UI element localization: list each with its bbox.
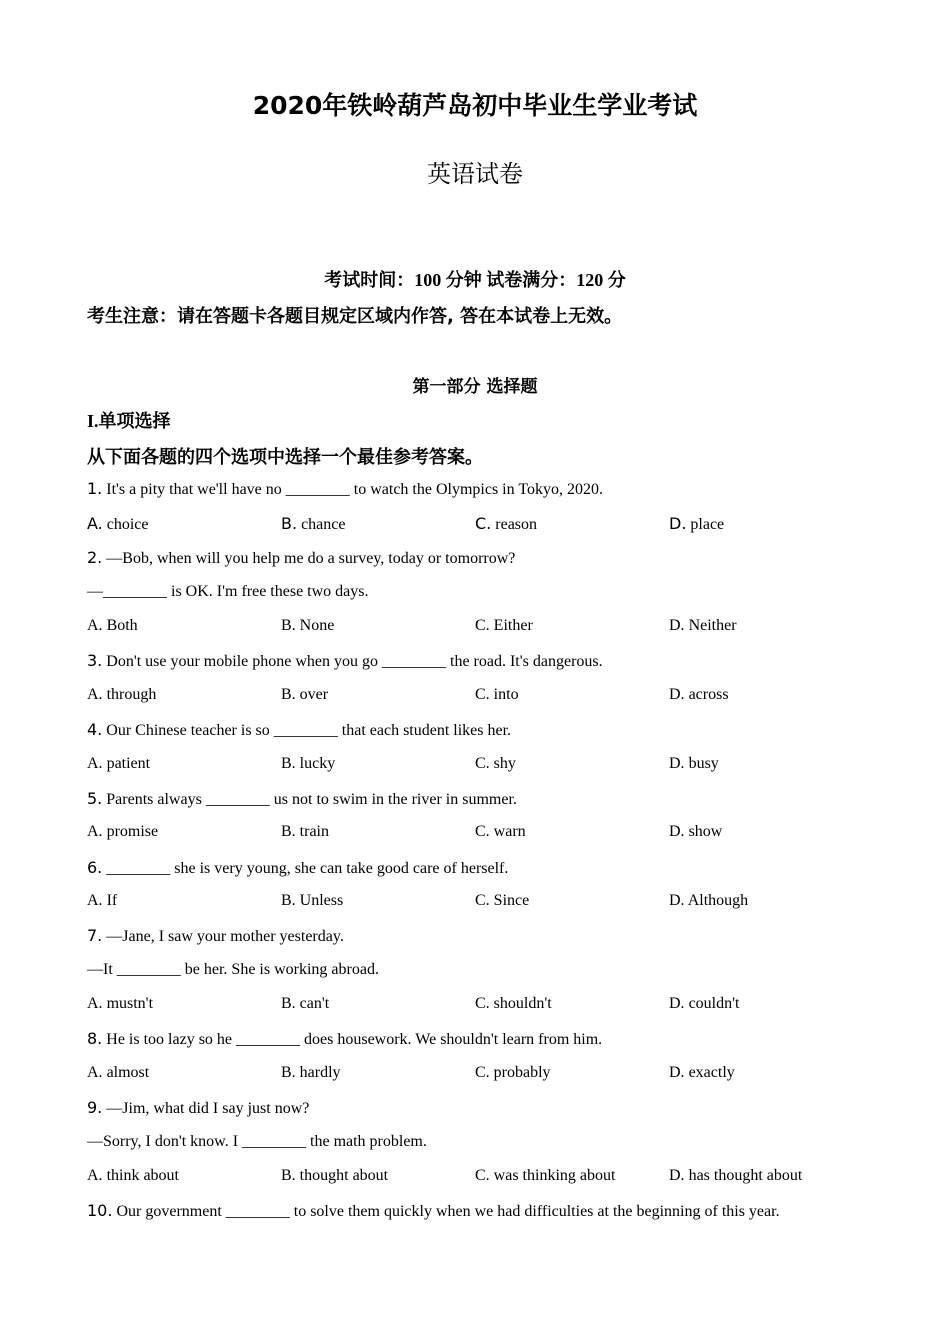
question-4-option-a[interactable]: A. patient — [87, 755, 151, 772]
question-9-stem — [87, 1098, 309, 1118]
question-7-option-c[interactable]: C. shouldn't — [475, 995, 552, 1012]
exam-info: 考试时间：100 分钟 试卷满分：120 分 — [324, 270, 626, 290]
question-1-option-b[interactable]: B. chance — [281, 514, 346, 533]
question-7-stem — [87, 926, 344, 946]
question-3-option-c[interactable]: C. into — [475, 686, 519, 703]
question-7-option-b[interactable]: B. can't — [281, 995, 330, 1012]
question-text: —Jane, I saw your mother yesterday. — [106, 928, 344, 945]
question-2-response: —________ is OK. I'm free these two days. — [87, 583, 369, 600]
question-5-option-b[interactable]: B. train — [281, 823, 329, 840]
question-number: 4. — [87, 720, 103, 739]
question-8-option-d[interactable]: D. exactly — [669, 1064, 735, 1081]
question-1-option-d[interactable]: D. place — [669, 514, 725, 533]
question-text: Our government ________ to solve them quickly when we had difficulties at the beginning of this year. — [116, 1203, 780, 1220]
question-6-option-c[interactable]: C. Since — [475, 892, 530, 909]
question-9-option-a[interactable]: A. think about — [87, 1167, 179, 1184]
question-text: ________ she is very young, she can take good care of herself. — [106, 860, 509, 877]
question-7-option-a[interactable]: A. mustn't — [87, 995, 154, 1012]
question-2-option-b[interactable]: B. None — [281, 617, 335, 634]
question-9-option-b[interactable]: B. thought about — [281, 1167, 389, 1184]
question-3-option-b[interactable]: B. over — [281, 686, 329, 703]
question-1-stem — [87, 479, 603, 499]
question-number: 9. — [87, 1098, 103, 1117]
question-6-option-a[interactable]: A. If — [87, 892, 118, 909]
question-8-option-c[interactable]: C. probably — [475, 1064, 551, 1081]
question-number: 3. — [87, 651, 103, 670]
question-text: Parents always ________ us not to swim in the river in summer. — [106, 791, 517, 808]
question-text: He is too lazy so he ________ does housework. We shouldn't learn from him. — [106, 1031, 603, 1048]
exam-notice: 考生注意：请在答题卡各题目规定区域内作答, 答在本试卷上无效。 — [87, 306, 623, 327]
question-1-option-a[interactable]: A. choice — [87, 514, 149, 533]
question-number: 7. — [87, 926, 103, 945]
question-number: 8. — [87, 1029, 103, 1048]
question-2-option-d[interactable]: D. Neither — [669, 617, 737, 634]
question-5-option-a[interactable]: A. promise — [87, 823, 159, 840]
question-8-stem — [87, 1029, 602, 1049]
question-number: 5. — [87, 789, 103, 808]
question-2-stem — [87, 548, 515, 568]
question-8-option-a[interactable]: A. almost — [87, 1064, 150, 1081]
question-2-option-c[interactable]: C. Either — [475, 617, 533, 634]
question-4-stem — [87, 720, 511, 740]
question-number: 6. — [87, 858, 103, 877]
question-1-option-c[interactable]: C. reason — [475, 514, 538, 533]
question-9-option-c[interactable]: C. was thinking about — [475, 1167, 616, 1184]
question-5-option-d[interactable]: D. show — [669, 823, 723, 840]
question-text: —Jim, what did I say just now? — [106, 1100, 310, 1117]
question-text: Our Chinese teacher is so ________ that each student likes her. — [106, 722, 512, 739]
question-text: Don't use your mobile phone when you go ________ the road. It's dangerous. — [106, 653, 603, 670]
question-2-option-a[interactable]: A. Both — [87, 617, 138, 634]
question-5-stem — [87, 789, 517, 809]
question-9-option-d[interactable]: D. has thought about — [669, 1167, 803, 1184]
question-4-option-b[interactable]: B. lucky — [281, 755, 336, 772]
question-3-option-a[interactable]: A. through — [87, 686, 157, 703]
question-3-stem — [87, 651, 603, 671]
question-6-stem — [87, 858, 508, 878]
question-number: 1. — [87, 479, 103, 498]
section-instruction: 从下面各题的四个选项中选择一个最佳参考答案。 — [87, 447, 483, 468]
question-5-option-c[interactable]: C. warn — [475, 823, 526, 840]
question-number: 10. — [87, 1201, 113, 1220]
question-4-option-c[interactable]: C. shy — [475, 755, 516, 772]
exam-title: 2020年铁岭葫芦岛初中毕业生学业考试 — [252, 91, 698, 120]
exam-subtitle: 英语试卷 — [427, 160, 523, 188]
section-title: I.单项选择 — [87, 411, 171, 431]
question-6-option-d[interactable]: D. Although — [669, 892, 749, 909]
question-text: It's a pity that we'll have no ________ to watch the Olympics in Tokyo, 2020. — [106, 481, 603, 498]
question-6-option-b[interactable]: B. Unless — [281, 892, 344, 909]
question-10-stem — [87, 1201, 780, 1221]
question-number: 2. — [87, 548, 103, 567]
question-7-option-d[interactable]: D. couldn't — [669, 995, 740, 1012]
question-8-option-b[interactable]: B. hardly — [281, 1064, 341, 1081]
question-7-response: —It ________ be her. She is working abroad. — [87, 961, 379, 978]
part-title: 第一部分 选择题 — [412, 377, 538, 397]
question-3-option-d[interactable]: D. across — [669, 686, 729, 703]
question-9-response: —Sorry, I don't know. I ________ the math problem. — [87, 1133, 427, 1150]
question-4-option-d[interactable]: D. busy — [669, 755, 719, 772]
question-text: —Bob, when will you help me do a survey, today or tomorrow? — [106, 550, 516, 567]
